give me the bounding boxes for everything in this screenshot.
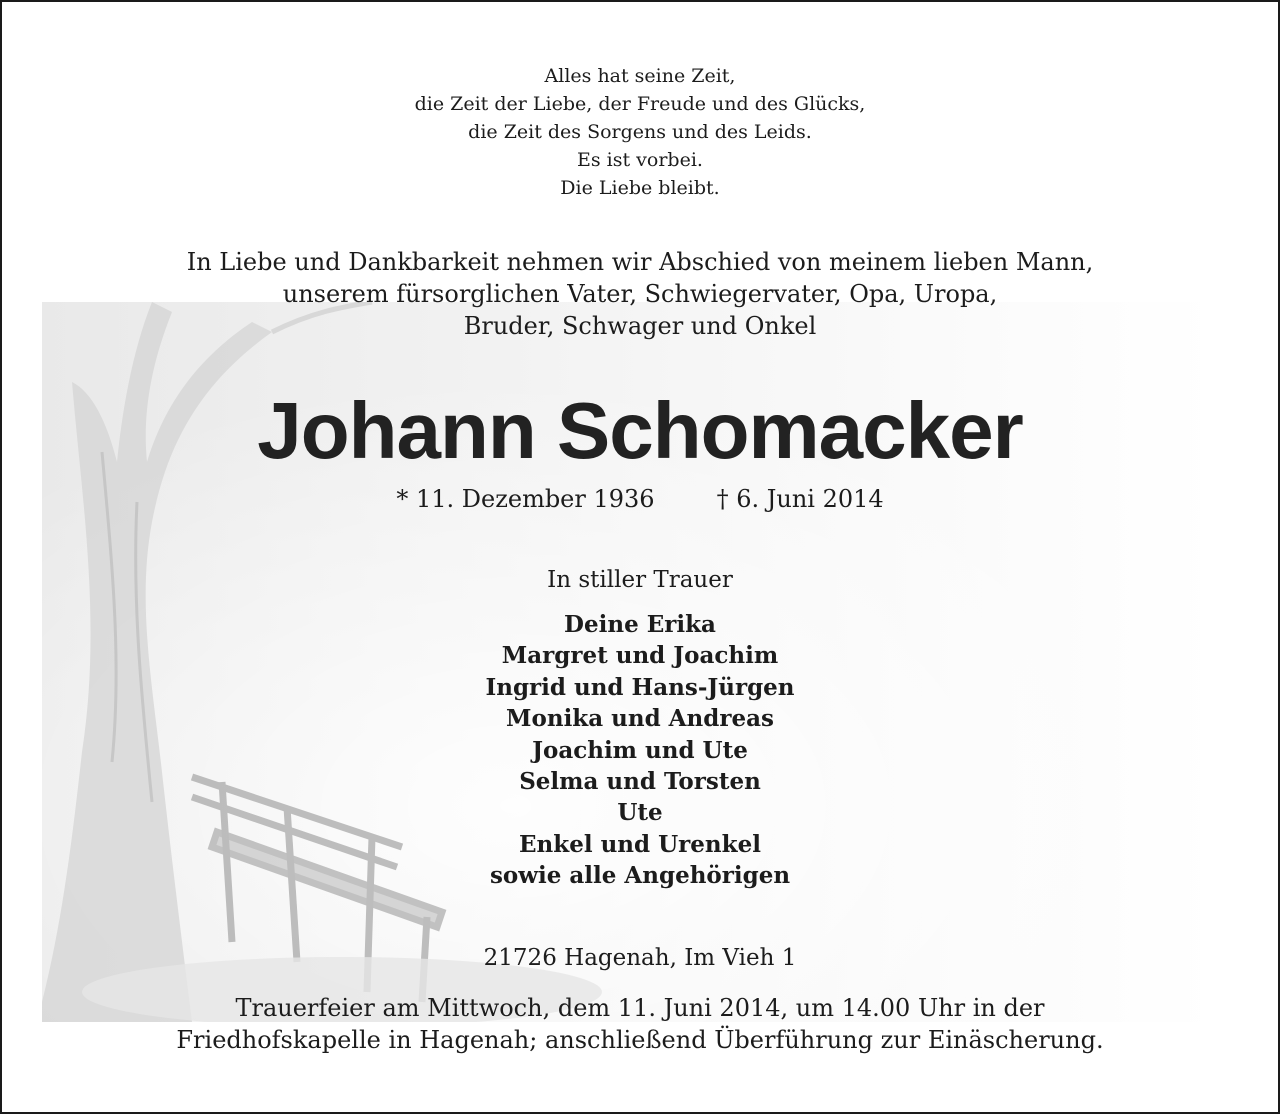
service-line: Friedhofskapelle in Hagenah; anschließend Überführung zur Einäscherung.: [176, 1026, 1104, 1054]
poem: [2, 62, 1278, 202]
poem-line: Die Liebe bleibt.: [560, 177, 720, 199]
mourner: Joachim und Ute: [532, 736, 748, 764]
mourner: Deine Erika: [564, 611, 716, 638]
mourner: sowie alle Angehörigen: [489, 862, 791, 890]
mourner: Ute: [617, 799, 663, 827]
mourner: Enkel und Urenkel: [519, 830, 761, 858]
deceased-name: Johann Schomacker: [257, 386, 1023, 475]
mourning-line: In stiller Trauer: [547, 567, 733, 593]
poem-line: Es ist vorbei.: [577, 149, 703, 171]
death-date: † 6. Juni 2014: [716, 485, 884, 513]
mourners-list: [2, 609, 1278, 892]
mourner: Monika und Andreas: [506, 705, 774, 733]
address: 21726 Hagenah, Im Vieh 1: [483, 945, 797, 971]
farewell-line: unserem fürsorglichen Vater, Schwiegervater, Opa, Uropa,: [282, 280, 998, 308]
birth-date: * 11. Dezember 1936: [396, 485, 655, 513]
mourner: Selma und Torsten: [519, 767, 761, 795]
farewell-line: In Liebe und Dankbarkeit nehmen wir Abschied von meinem lieben Mann,: [186, 248, 1094, 276]
poem-line: Alles hat seine Zeit,: [544, 65, 736, 87]
life-dates: [2, 482, 1278, 516]
farewell-text: [2, 246, 1278, 342]
farewell-line: Bruder, Schwager und Onkel: [463, 312, 817, 340]
service-line: Trauerfeier am Mittwoch, dem 11. Juni 2014, um 14.00 Uhr in der: [235, 994, 1045, 1022]
mourner: Margret und Joachim: [501, 642, 779, 670]
poem-line: die Zeit der Liebe, der Freude und des Glücks,: [414, 93, 866, 115]
poem-line: die Zeit des Sorgens und des Leids.: [468, 121, 812, 143]
mourner: Ingrid und Hans-Jürgen: [485, 673, 795, 701]
service-info: [2, 992, 1278, 1056]
